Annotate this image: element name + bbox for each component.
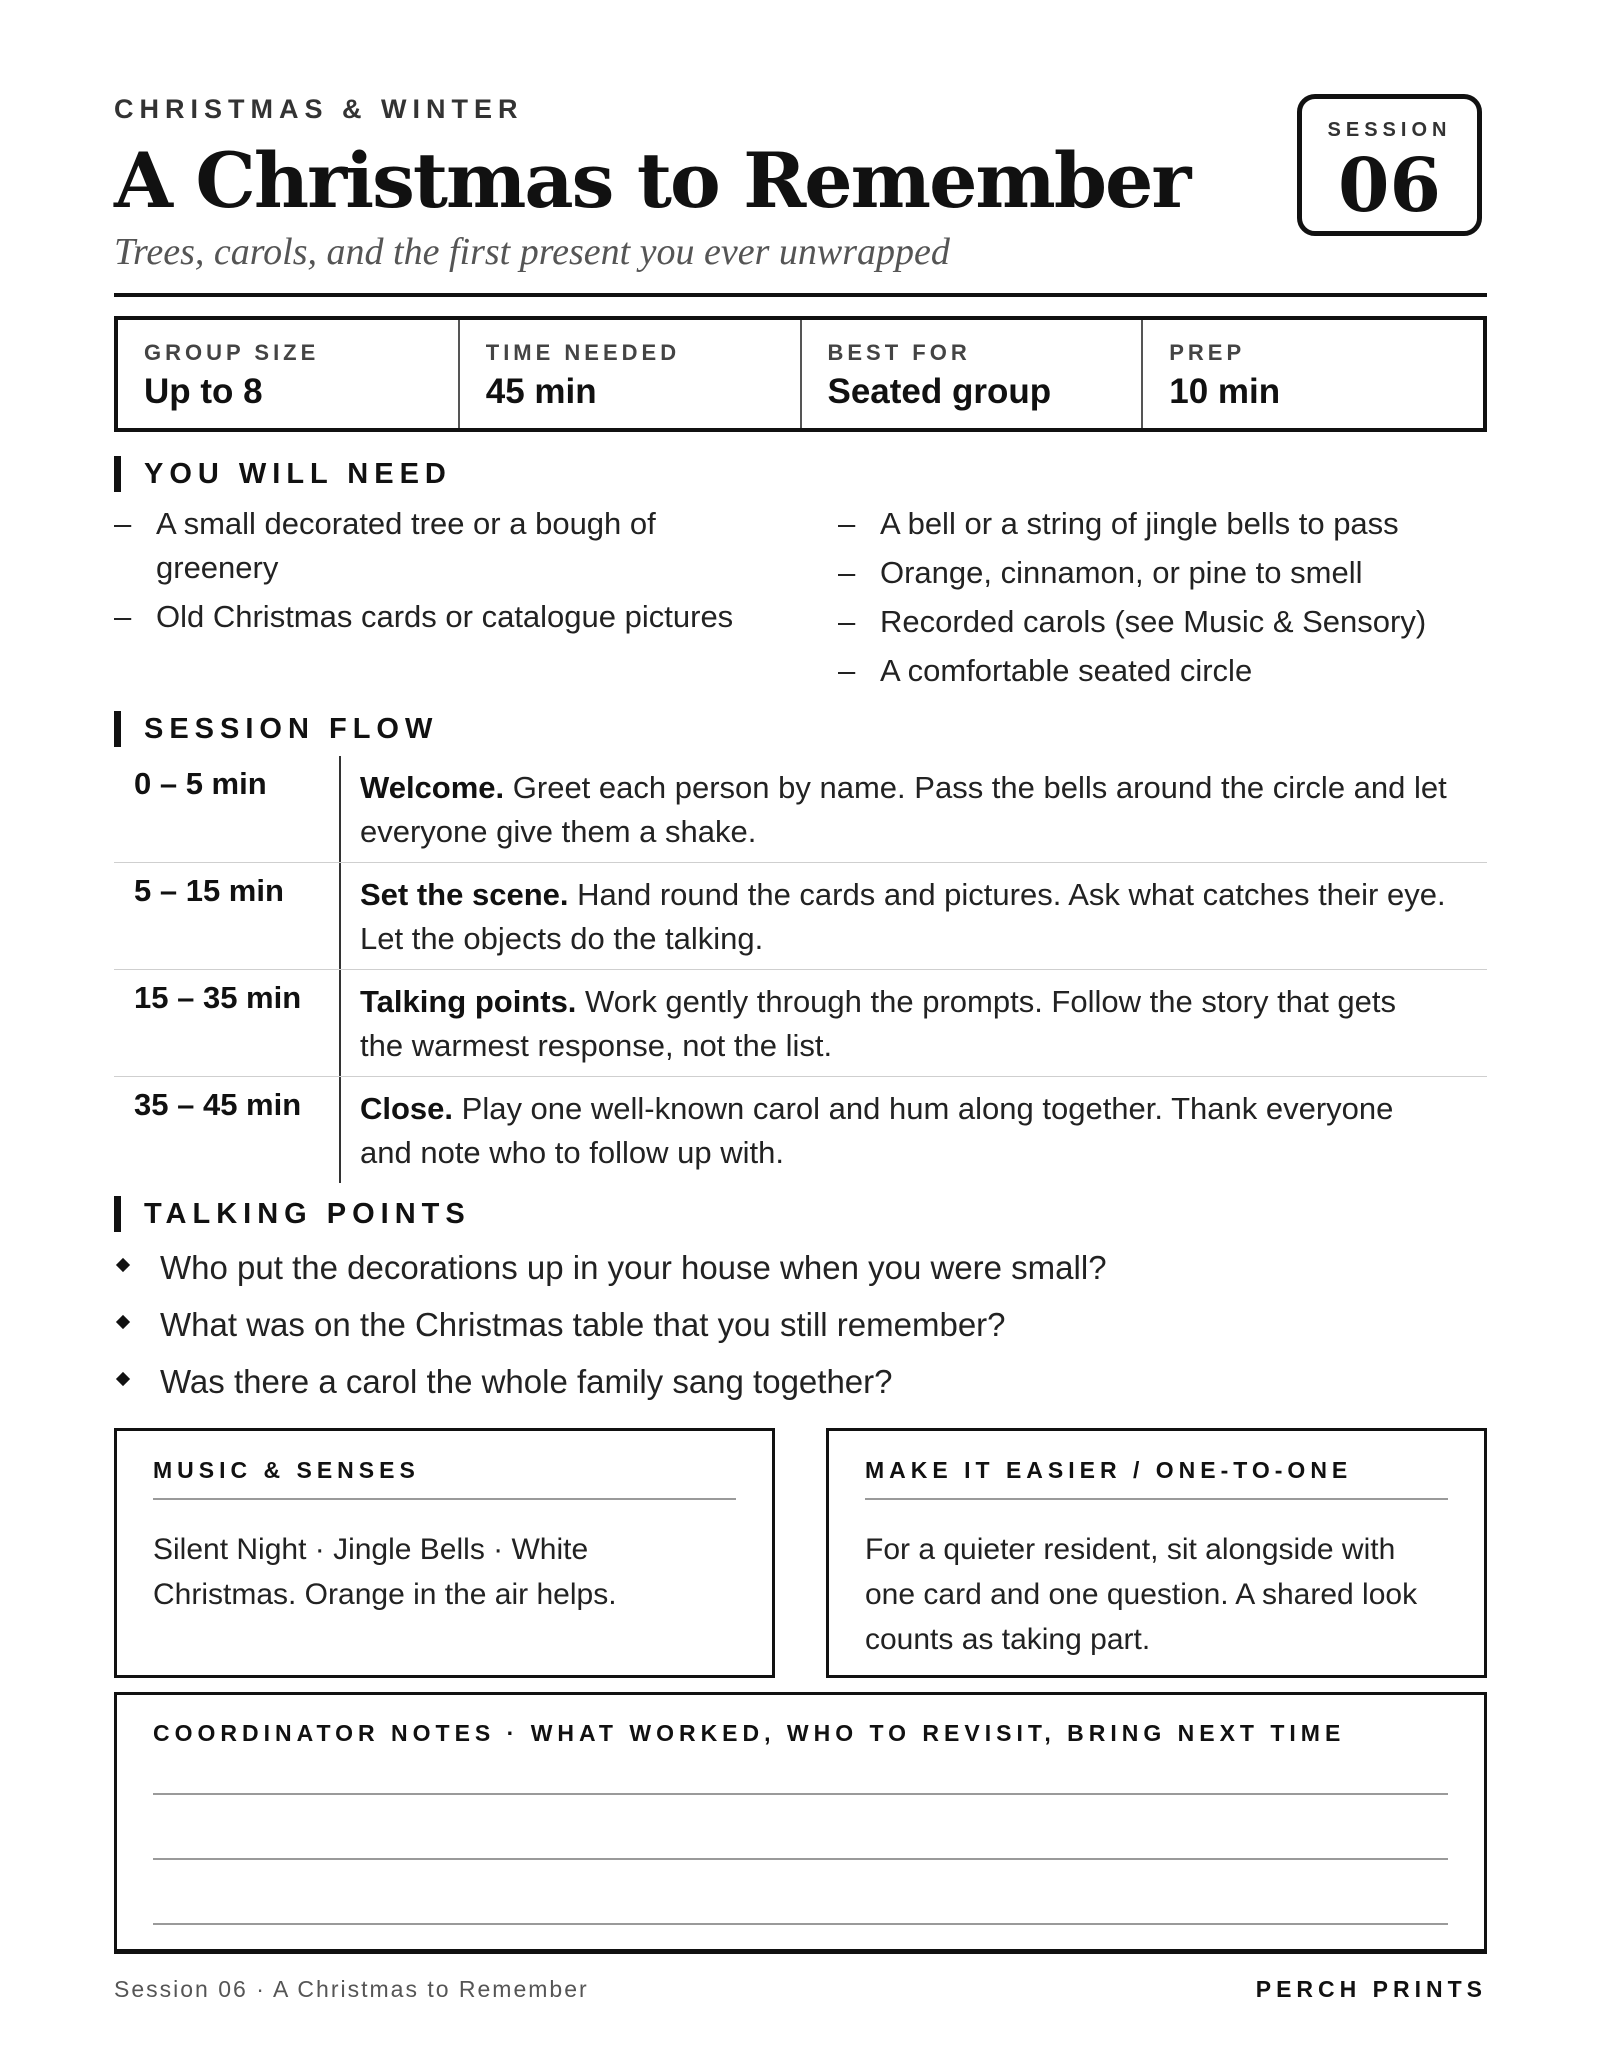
flow-body: Hand round the cards and pictures. Ask what catches their eye. Let the objects do the talking. (360, 877, 1446, 956)
section-title: SESSION FLOW (144, 713, 439, 745)
flow-lead: Set the scene. (360, 877, 569, 912)
flow-description (360, 873, 1447, 961)
list-item-text: Was there a carol the whole family sang together? (160, 1363, 893, 1400)
stat-label: TIME NEEDED (485, 340, 681, 365)
list-item (114, 1360, 1487, 1404)
stat-value: Seated group (827, 372, 1052, 411)
list-item (114, 502, 754, 590)
need-list-right (838, 502, 1478, 698)
dash-bullet: – (838, 506, 856, 541)
stat-label: BEST FOR (827, 340, 971, 365)
box-text: For a quieter resident, sit alongside with one card and one question. A shared look counts as taking part. (865, 1533, 1418, 1656)
table-row (114, 1077, 1487, 1183)
list-item-text: Orange, cinnamon, or pine to smell (880, 555, 1363, 590)
list-item (114, 1303, 1487, 1347)
table-row (114, 970, 1487, 1077)
stats-bar (114, 316, 1487, 432)
box-title: MUSIC & SENSES (153, 1457, 736, 1500)
list-item-text: A bell or a string of jingle bells to pass (880, 506, 1399, 541)
list-item (114, 1246, 1487, 1290)
stat-value: 45 min (485, 372, 597, 411)
stat-value: 10 min (1169, 372, 1281, 411)
flow-time: 15 – 35 min (134, 980, 302, 1015)
need-list-left (114, 502, 754, 644)
list-item-text: What was on the Christmas table that you still remember? (160, 1306, 1006, 1343)
dash-bullet: – (114, 506, 132, 541)
stat-prep (1141, 320, 1483, 428)
flow-body: Work gently through the prompts. Follow the story that gets the warmest response, not the list. (360, 984, 1397, 1063)
section-title: YOU WILL NEED (144, 458, 452, 490)
dash-bullet: – (838, 604, 856, 639)
box-text: Silent Night · Jingle Bells · White Christmas. Orange in the air helps. (153, 1533, 617, 1611)
column-divider (339, 970, 341, 1076)
stat-value: Up to 8 (144, 372, 263, 411)
list-item (838, 502, 1478, 546)
dash-bullet: – (838, 555, 856, 590)
flow-description (360, 766, 1447, 854)
session-badge (1297, 94, 1482, 236)
diamond-bullet-icon (116, 1372, 130, 1386)
list-item-text: A small decorated tree or a bough of greenery (156, 506, 656, 585)
flow-lead: Welcome. (360, 770, 505, 805)
column-divider (339, 1077, 341, 1183)
list-item (838, 649, 1478, 693)
stat-time-needed (458, 320, 800, 428)
stat-label: GROUP SIZE (144, 340, 320, 365)
page-subtitle: Trees, carols, and the first present you ever unwrapped (114, 231, 950, 273)
list-item (114, 595, 754, 639)
coordinator-notes-box (114, 1692, 1487, 1954)
section-marker (114, 456, 121, 492)
table-row (114, 863, 1487, 970)
section-marker (114, 711, 121, 747)
box-title: MAKE IT EASIER / ONE-TO-ONE (865, 1457, 1448, 1500)
column-divider (339, 756, 341, 862)
list-item (838, 600, 1478, 644)
flow-body: Greet each person by name. Pass the bells around the circle and let everyone give them a shake. (360, 770, 1447, 849)
talking-points-list (114, 1246, 1487, 1417)
writing-line (153, 1923, 1448, 1925)
notes-title: COORDINATOR NOTES · WHAT WORKED, WHO TO REVISIT, BRING NEXT TIME (153, 1720, 1346, 1746)
flow-time: 35 – 45 min (134, 1087, 302, 1122)
session-flow-table (114, 756, 1487, 1183)
section-title: TALKING POINTS (144, 1198, 471, 1230)
music-senses-box (114, 1428, 775, 1678)
flow-lead: Close. (360, 1091, 454, 1126)
flow-lead: Talking points. (360, 984, 577, 1019)
stat-group-size (118, 320, 458, 428)
flow-time: 0 – 5 min (134, 766, 267, 801)
section-marker (114, 1196, 121, 1232)
footer-brand: PERCH PRINTS (1255, 1976, 1487, 2002)
stat-best-for (800, 320, 1142, 428)
activity-sheet (114, 0, 1487, 2068)
writing-line (153, 1793, 1448, 1795)
list-item-text: Old Christmas cards or catalogue pictures (156, 599, 734, 634)
table-row (114, 756, 1487, 863)
header-divider (114, 293, 1487, 297)
list-item-text: Recorded carols (see Music & Sensory) (880, 604, 1427, 639)
list-item (838, 551, 1478, 595)
make-it-easier-box (826, 1428, 1487, 1678)
flow-description (360, 980, 1447, 1068)
flow-description (360, 1087, 1447, 1175)
session-badge-label: SESSION (1327, 119, 1452, 141)
diamond-bullet-icon (116, 1258, 130, 1272)
category-label: CHRISTMAS & WINTER (114, 94, 524, 124)
footer-session: Session 06 · A Christmas to Remember (114, 1976, 589, 2002)
flow-time: 5 – 15 min (134, 873, 284, 908)
writing-line (153, 1858, 1448, 1860)
page-title: A Christmas to Remember (114, 136, 1190, 225)
flow-body: Play one well-known carol and hum along together. Thank everyone and note who to follow up with. (360, 1091, 1394, 1170)
dash-bullet: – (838, 653, 856, 688)
session-badge-number: 06 (1338, 143, 1441, 229)
column-divider (339, 863, 341, 969)
list-item-text: Who put the decorations up in your house when you were small? (160, 1249, 1107, 1286)
diamond-bullet-icon (116, 1315, 130, 1329)
dash-bullet: – (114, 599, 132, 634)
list-item-text: A comfortable seated circle (880, 653, 1253, 688)
stat-label: PREP (1169, 340, 1246, 365)
